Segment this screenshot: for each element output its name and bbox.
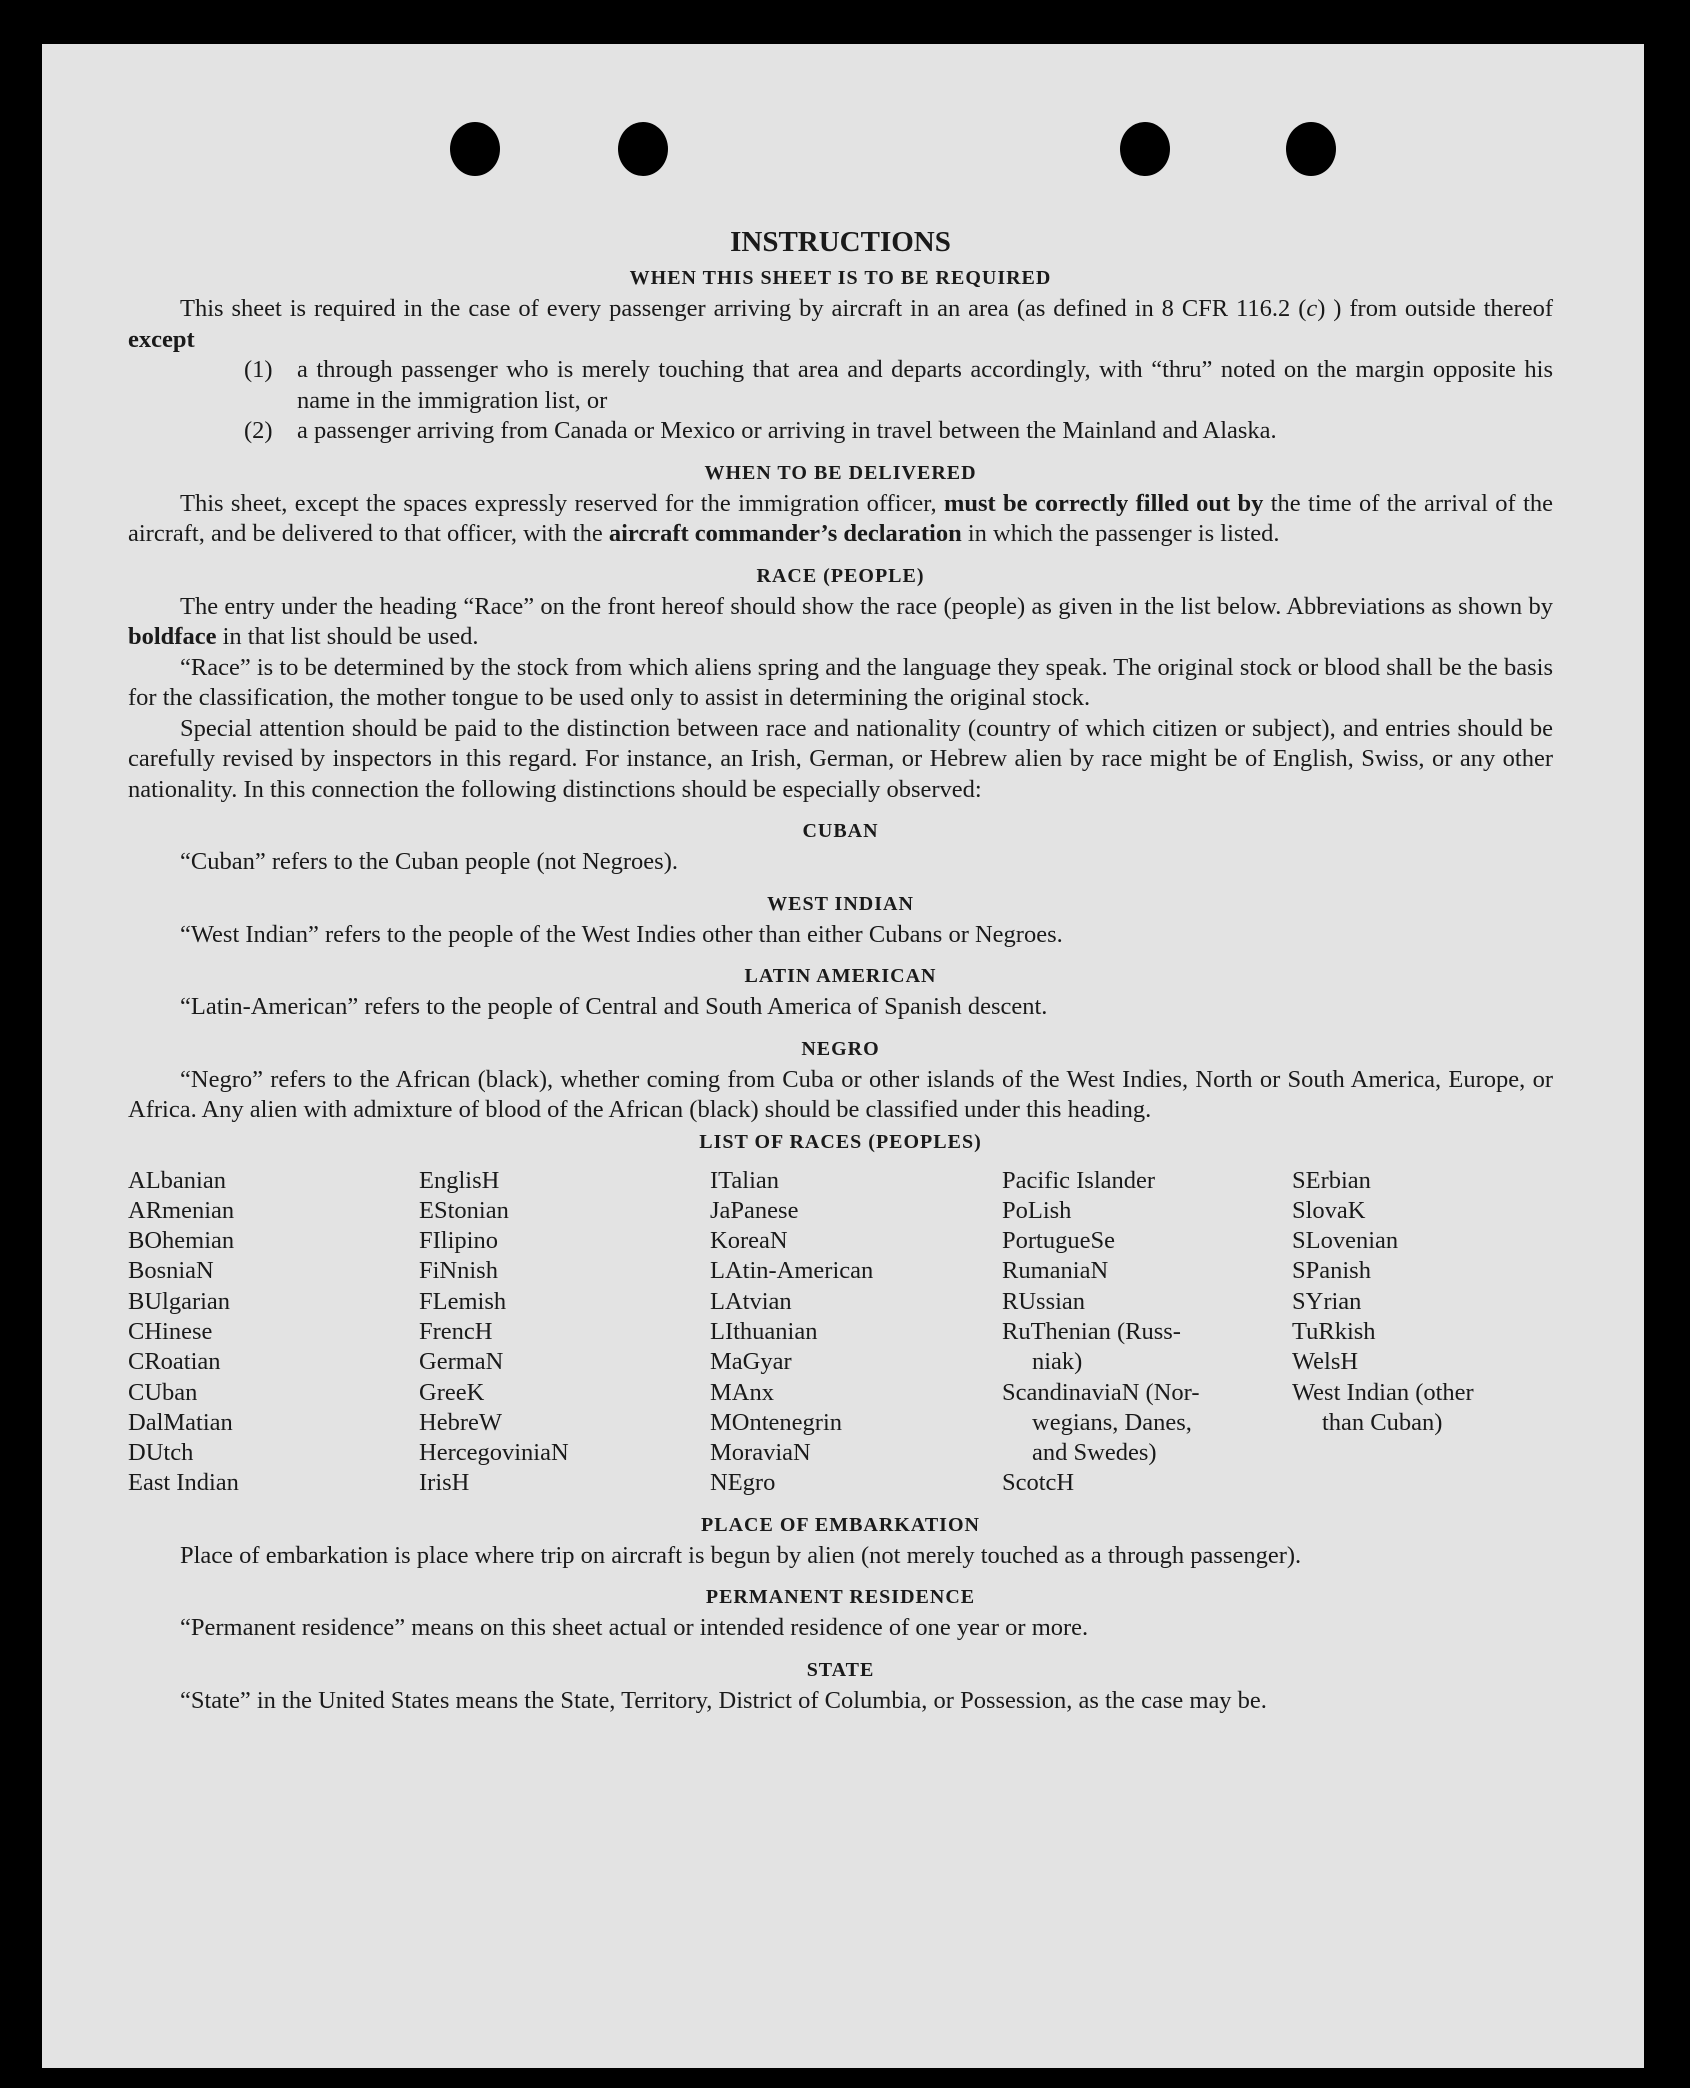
race-item: West Indian (other (1292, 1378, 1474, 1406)
heading-latin-american: LATIN AMERICAN (744, 965, 937, 987)
race-item: ScandinaviaN (Nor- (1002, 1378, 1200, 1406)
heading-negro: NEGRO (801, 1037, 880, 1060)
race-item: PortugueSe (1002, 1227, 1115, 1255)
race-item: SLovenian (1292, 1227, 1399, 1255)
race-item: CHinese (128, 1317, 213, 1345)
heading-state: STATE (806, 1658, 875, 1681)
race-item: FLemish (419, 1287, 507, 1315)
race-item: FIlipino (419, 1227, 498, 1255)
race-item: LAtin-American (710, 1257, 874, 1285)
race-item-continuation: and Swedes) (1032, 1439, 1157, 1467)
heading-when-required: WHEN THIS SHEET IS TO BE REQUIRED (629, 267, 1052, 289)
punch-hole-3 (1120, 122, 1170, 176)
document-content (128, 224, 1553, 1716)
race-item: NEgro (710, 1469, 776, 1497)
page-title: INSTRUCTIONS (730, 226, 951, 258)
race-item-continuation: wegians, Danes, (1032, 1408, 1192, 1436)
race-item: RUssian (1002, 1287, 1086, 1315)
punch-hole-4 (1286, 122, 1336, 176)
negro-text: “Negro” refers to the African (black), whether coming from Cuba or other islands of the West Indies, North or South America, Europe, or Africa. Any alien with admixture of blood of the African (black) should be classified under this heading. (128, 1065, 1553, 1123)
heading-race: RACE (PEOPLE) (756, 564, 925, 587)
race-item: KoreaN (710, 1227, 788, 1255)
race-item: CUban (128, 1378, 198, 1406)
race-item: SlovaK (1292, 1196, 1366, 1224)
when-required-intro: This sheet is required in the case of every passenger arriving by aircraft in an area (as defined in 8 CFR 116.2 (c) ) from outside thereof except (128, 295, 1553, 353)
state-text: “State” in the United States means the State, Territory, District of Columbia, or Possession, as the case may be. (180, 1686, 1267, 1714)
heading-embarkation: PLACE OF EMBARKATION (701, 1513, 980, 1536)
cuban-text: “Cuban” refers to the Cuban people (not Negroes). (180, 848, 678, 875)
residence-text: “Permanent residence” means on this sheet actual or intended residence of one year or more. (180, 1614, 1089, 1642)
race-item: BosniaN (128, 1257, 214, 1285)
races-column-5 (1292, 1166, 1552, 1499)
race-paragraph-2: “Race” is to be determined by the stock from which aliens spring and the language they speak. The original stock or blood shall be the basis for the classification, the mother tongue to be used only to assist in determining the original stock. (128, 653, 1553, 711)
race-item: WelsH (1292, 1348, 1359, 1376)
race-item: SPanish (1292, 1257, 1371, 1285)
heading-when-delivered: WHEN TO BE DELIVERED (704, 461, 977, 484)
embarkation-text: Place of embarkation is place where trip on aircraft is begun by alien (not merely touched as a through passenger). (180, 1541, 1302, 1569)
race-item: SYrian (1292, 1287, 1362, 1315)
race-item: FiNnish (419, 1257, 498, 1285)
race-item: HebreW (419, 1408, 502, 1436)
race-item: HercegoviniaN (419, 1439, 569, 1467)
latin-american-text: “Latin-American” refers to the people of Central and South America of Spanish descent. (180, 993, 1048, 1020)
races-column-3 (710, 1166, 1002, 1499)
when-delivered-text: This sheet, except the spaces expressly reserved for the immigration officer, must be correctly filled out by the time of the arrival of the aircraft, and be delivered to that officer, with the aircraft commander’s declaration in which the passenger is listed. (128, 489, 1553, 547)
race-item: DUtch (128, 1439, 194, 1467)
race-paragraph-1: The entry under the heading “Race” on the front hereof should show the race (people) as given in the list below. Abbreviations as shown by boldface in that list should be used. (128, 592, 1553, 650)
race-paragraph-3: Special attention should be paid to the distinction between race and nationality (country of which citizen or subject), and entries should be carefully revised by inspectors in this regard. For instance, an Irish, German, or Hebrew alien by race might be of English, Swiss, or any other nationality. In this connection the following distinctions should be especially observed: (128, 714, 1553, 803)
west-indian-text: “West Indian” refers to the people of the West Indies other than either Cubans or Negroes. (180, 920, 1063, 948)
races-column-1 (128, 1166, 419, 1499)
race-item: MoraviaN (710, 1439, 811, 1467)
punch-hole-1 (450, 122, 500, 176)
race-item: ITalian (710, 1166, 780, 1194)
race-item: EnglisH (419, 1166, 500, 1194)
race-item: SErbian (1292, 1166, 1371, 1194)
race-item: East Indian (128, 1469, 239, 1497)
race-item: BOhemian (128, 1227, 235, 1255)
race-item: MAnx (710, 1378, 774, 1406)
document-sheet (42, 44, 1644, 2068)
race-item: EStonian (419, 1196, 509, 1224)
race-item: ALbanian (128, 1166, 226, 1194)
race-item: CRoatian (128, 1348, 221, 1376)
heading-cuban: CUBAN (802, 820, 879, 842)
races-list (128, 1166, 1553, 1499)
race-item: TuRkish (1292, 1317, 1376, 1345)
race-item: ScotcH (1002, 1469, 1075, 1497)
race-item: BUlgarian (128, 1287, 231, 1315)
race-item: LIthuanian (710, 1317, 818, 1345)
races-column-2 (419, 1166, 710, 1499)
races-column-4 (1002, 1166, 1292, 1499)
race-item: GreeK (419, 1378, 485, 1406)
race-item: LAtvian (710, 1287, 792, 1315)
race-item-continuation: niak) (1032, 1348, 1083, 1376)
race-item: PoLish (1002, 1196, 1072, 1224)
race-item: ARmenian (128, 1196, 235, 1224)
heading-permanent-residence: PERMANENT RESIDENCE (705, 1586, 976, 1609)
heading-west-indian: WEST INDIAN (767, 892, 914, 915)
race-item: IrisH (419, 1469, 470, 1497)
exception-item-1: (1) a through passenger who is merely touching that area and departs accordingly, with “thru” noted on the margin opposite his name in the immigration list, or (244, 356, 1553, 414)
exception-item-2: (2) a passenger arriving from Canada or Mexico or arriving in travel between the Mainland and Alaska. (244, 417, 1277, 444)
race-item: Pacific Islander (1002, 1166, 1156, 1194)
race-item: DalMatian (128, 1408, 233, 1436)
race-item: MOntenegrin (710, 1408, 842, 1436)
race-item: RumaniaN (1002, 1257, 1109, 1285)
race-item: RuThenian (Russ- (1002, 1317, 1181, 1345)
race-item: FrencH (419, 1317, 493, 1345)
race-item: JaPanese (710, 1196, 799, 1224)
race-item: MaGyar (710, 1348, 792, 1376)
punch-hole-2 (618, 122, 668, 176)
race-item-continuation: than Cuban) (1322, 1408, 1443, 1436)
heading-list-of-races: LIST OF RACES (PEOPLES) (699, 1130, 982, 1153)
race-item: GermaN (419, 1348, 504, 1376)
